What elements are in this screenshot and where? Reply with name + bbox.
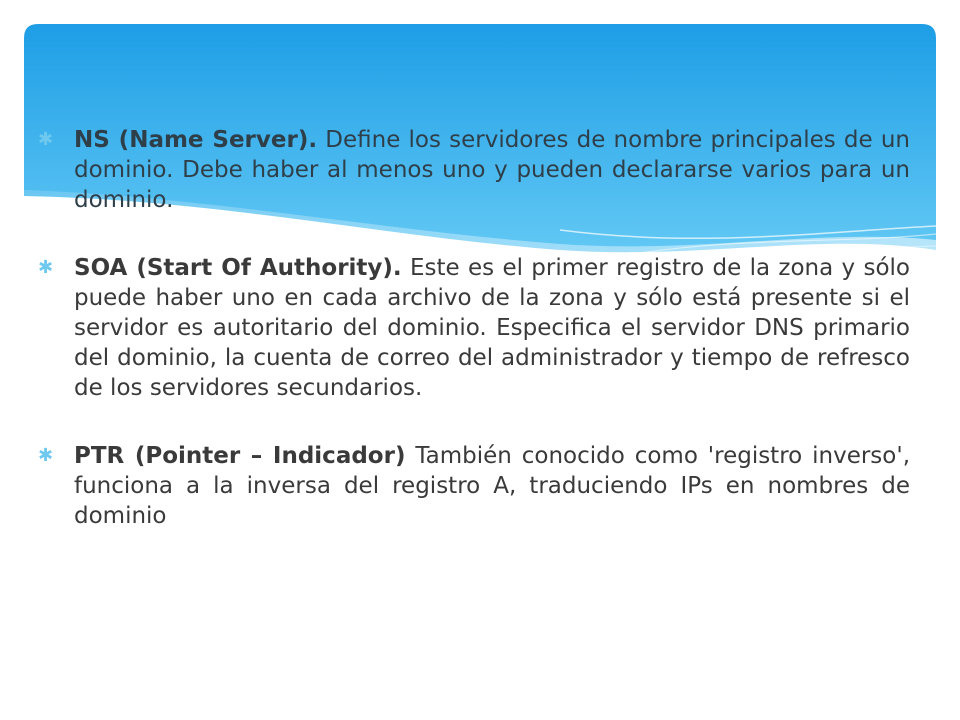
asterisk-icon: ✱ xyxy=(38,257,54,278)
bullet-term: PTR (Pointer – Indicador) xyxy=(74,443,406,469)
bullet-term: NS (Name Server). xyxy=(74,127,318,153)
asterisk-icon: ✱ xyxy=(38,445,54,466)
bullet-description: También conocido como 'registro inverso', funciona a la inversa del registro A, traduciendo IPs en nombres de dominio xyxy=(74,443,910,529)
bullet-term: SOA (Start Of Authority). xyxy=(74,255,402,281)
asterisk-icon: ✱ xyxy=(38,129,54,150)
bullet-description: Define los servidores de nombre principales de un dominio. Debe haber al menos uno y pueden declararse varios para un dominio. xyxy=(74,127,910,213)
bullet-list xyxy=(38,125,910,531)
bullet-ptr xyxy=(38,441,910,531)
bullet-ns xyxy=(38,125,910,215)
bullet-description: Este es el primer registro de la zona y sólo puede haber uno en cada archivo de la zona y sólo está presente si el servidor es autoritario del dominio. Especifica el servidor DNS primario del dominio, la cuenta de correo del administrador y tiempo de refresco de los servidores secundarios. xyxy=(74,255,910,401)
bullet-soa xyxy=(38,253,910,403)
